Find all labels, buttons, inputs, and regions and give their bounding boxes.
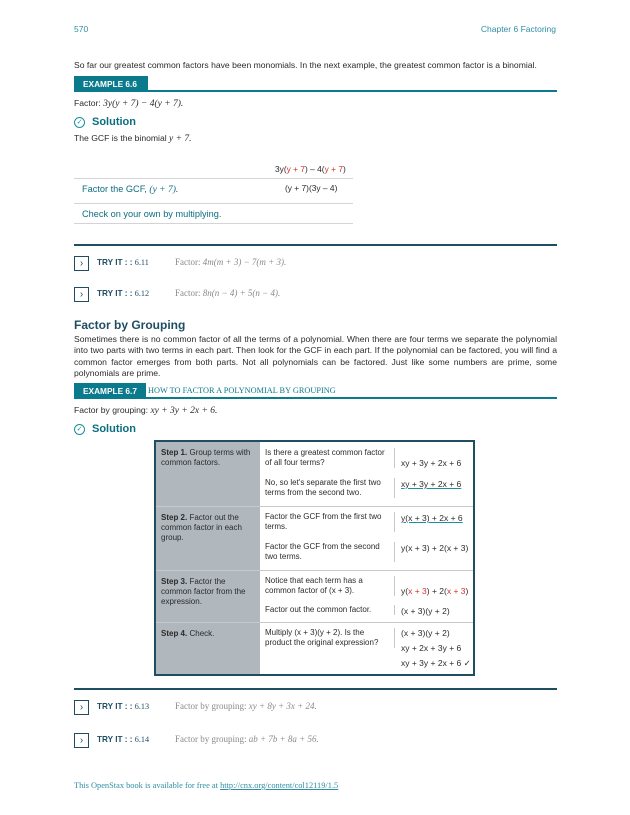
example-6-7-prompt bbox=[74, 405, 217, 416]
step-number: Step 4. bbox=[161, 629, 188, 638]
top-expression bbox=[275, 164, 346, 174]
row-factor-gcf-result: (y + 7)(3y – 4) bbox=[285, 183, 338, 193]
row-math: (y + 7). bbox=[149, 185, 179, 195]
try-it-separator bbox=[74, 688, 557, 690]
try-it-number: 6.14 bbox=[134, 735, 150, 744]
step-3-cell bbox=[156, 571, 260, 622]
chapter-title: Chapter 6 Factoring bbox=[480, 24, 556, 34]
try-it-separator bbox=[74, 244, 557, 246]
step-2-note-a: Factor the GCF from the first two terms. bbox=[260, 512, 395, 532]
chevron-right-icon[interactable]: › bbox=[74, 256, 89, 271]
step-3-note-b: Factor out the common factor. bbox=[260, 605, 395, 615]
step-text: Factor the common factor from the expression. bbox=[161, 577, 246, 606]
prompt-math: 3y(y + 7) − 4(y + 7). bbox=[103, 99, 184, 109]
prompt-math: xy + 3y + 2x + 6. bbox=[150, 406, 218, 416]
row-check-label: Check on your own by multiplying. bbox=[82, 209, 222, 219]
chevron-right-icon[interactable]: › bbox=[74, 287, 89, 302]
example-6-6-prompt bbox=[74, 98, 183, 109]
step-2-cell bbox=[156, 507, 260, 570]
table-row-divider bbox=[74, 203, 353, 204]
step-4-note-a: Multiply (x + 3)(y + 2). Is the product the original expression? bbox=[260, 628, 395, 648]
expr-part: ) + 2( bbox=[426, 586, 447, 596]
step-4-cell bbox=[156, 623, 260, 674]
try-it-label bbox=[97, 702, 149, 711]
prompt-label: Factor: bbox=[74, 98, 101, 108]
try-it-label bbox=[97, 258, 149, 267]
section-heading: Factor by Grouping bbox=[74, 318, 186, 332]
footer-link[interactable]: http://cnx.org/content/col12119/1.5 bbox=[220, 781, 339, 790]
step-4-expr-a: (x + 3)(y + 2) bbox=[401, 628, 450, 638]
footer-note bbox=[74, 781, 338, 790]
section-paragraph: Sometimes there is no common factor of all the terms of a polynomial. When there are four terms we separate the polynomial into two parts with two terms in each part. Then look for the GCF in each part. If the polynomial can be factored, you will find a common factor emerges from both parts. Not all polynomials can be factored. Just like some numbers are prime, some polynomials are prime. bbox=[74, 334, 557, 378]
chevron-right-icon[interactable]: › bbox=[74, 733, 89, 748]
page-number: 570 bbox=[74, 24, 89, 34]
expr-part: ) bbox=[465, 586, 469, 596]
step-text: Group terms with common factors. bbox=[161, 448, 251, 467]
try-it-number: 6.11 bbox=[134, 258, 149, 267]
try-it-problem bbox=[175, 701, 317, 711]
expr-part: y( bbox=[401, 586, 409, 596]
example-divider bbox=[74, 90, 557, 92]
problem-math: xy + 8y + 3x + 24. bbox=[248, 701, 317, 711]
example-6-7-title: HOW TO FACTOR A POLYNOMIAL BY GROUPING bbox=[148, 386, 336, 395]
try-it-number: 6.12 bbox=[134, 289, 150, 298]
try-it-text: TRY IT : : bbox=[97, 258, 133, 267]
row-label: Factor the GCF, bbox=[82, 184, 147, 194]
check-circle-icon: ✓ bbox=[74, 117, 85, 128]
chevron-right-icon[interactable]: › bbox=[74, 700, 89, 715]
try-it-text: TRY IT : : bbox=[97, 735, 133, 744]
expr-part: ) – 4( bbox=[305, 164, 325, 174]
intro-text: So far our greatest common factors have been monomials. In the next example, the greatest common factor is a binomial. bbox=[74, 60, 537, 70]
step-1-note-b: No, so let's separate the first two terms from the second two. bbox=[260, 478, 395, 498]
expr-part: 3y( bbox=[275, 164, 287, 174]
try-it-text: TRY IT : : bbox=[97, 289, 133, 298]
step-4-expr-b: xy + 2x + 3y + 6 bbox=[401, 643, 462, 653]
solution-heading: Solution bbox=[92, 116, 136, 128]
step-4-expr-c: xy + 3y + 2x + 6 ✓ bbox=[401, 658, 471, 668]
step-3-expr-a bbox=[395, 586, 473, 596]
table-row-divider bbox=[74, 223, 353, 224]
footer-text: This OpenStax book is available for free at bbox=[74, 781, 221, 790]
expr-highlight: x + 3 bbox=[408, 586, 427, 596]
example-6-7-banner: EXAMPLE 6.7 bbox=[74, 383, 146, 399]
problem-label: Factor: bbox=[175, 257, 201, 267]
try-it-number: 6.13 bbox=[134, 702, 150, 711]
prompt-label: Factor by grouping: bbox=[74, 405, 149, 415]
table-row-divider bbox=[74, 178, 353, 179]
expr-highlight: y + 7 bbox=[324, 164, 343, 174]
try-it-problem bbox=[175, 288, 280, 298]
try-it-text: TRY IT : : bbox=[97, 702, 133, 711]
step-number: Step 1. bbox=[161, 448, 188, 457]
try-it-label bbox=[97, 735, 149, 744]
gcf-text: The GCF is the binomial bbox=[74, 133, 167, 143]
problem-math: 4m(m + 3) − 7(m + 3). bbox=[202, 257, 287, 267]
step-3-note-a: Notice that each term has a common factor of (x + 3). bbox=[260, 576, 395, 596]
grouping-steps-table bbox=[154, 440, 475, 676]
step-text: Factor out the common factor in each group. bbox=[161, 513, 242, 542]
problem-label: Factor by grouping: bbox=[175, 734, 247, 744]
problem-label: Factor: bbox=[175, 288, 201, 298]
try-it-problem bbox=[175, 734, 319, 744]
step-number: Step 2. bbox=[161, 513, 188, 522]
example-6-6-banner: EXAMPLE 6.6 bbox=[74, 76, 148, 92]
try-it-label bbox=[97, 289, 149, 298]
step-2-note-b: Factor the GCF from the second two terms. bbox=[260, 542, 395, 562]
expr-part: ) bbox=[342, 164, 346, 174]
gcf-math: y + 7. bbox=[169, 134, 192, 144]
gcf-statement bbox=[74, 133, 192, 144]
expr-highlight: y + 7 bbox=[286, 164, 306, 174]
row-factor-gcf-label bbox=[82, 184, 178, 195]
step-1-expr-a: xy + 3y + 2x + 6 bbox=[401, 458, 462, 468]
problem-label: Factor by grouping: bbox=[175, 701, 247, 711]
step-2-expr-a: y(x + 3) + 2x + 6 bbox=[401, 513, 463, 523]
step-1-note-a: Is there a greatest common factor of all four terms? bbox=[260, 448, 395, 468]
problem-math: ab + 7b + 8a + 56. bbox=[248, 734, 319, 744]
step-3-expr-b: (x + 3)(y + 2) bbox=[401, 606, 450, 616]
solution-heading: Solution bbox=[92, 423, 136, 435]
step-1-cell bbox=[156, 442, 260, 506]
check-circle-icon: ✓ bbox=[74, 424, 85, 435]
step-1-expr-b: xy + 3y + 2x + 6 bbox=[401, 479, 462, 489]
step-2-expr-b: y(x + 3) + 2(x + 3) bbox=[401, 543, 469, 553]
example-divider bbox=[74, 397, 557, 399]
step-text: Check. bbox=[189, 629, 215, 638]
expr-highlight: x + 3 bbox=[446, 586, 466, 596]
problem-math: 8n(n − 4) + 5(n − 4). bbox=[202, 288, 281, 298]
try-it-problem bbox=[175, 257, 286, 267]
step-number: Step 3. bbox=[161, 577, 188, 586]
